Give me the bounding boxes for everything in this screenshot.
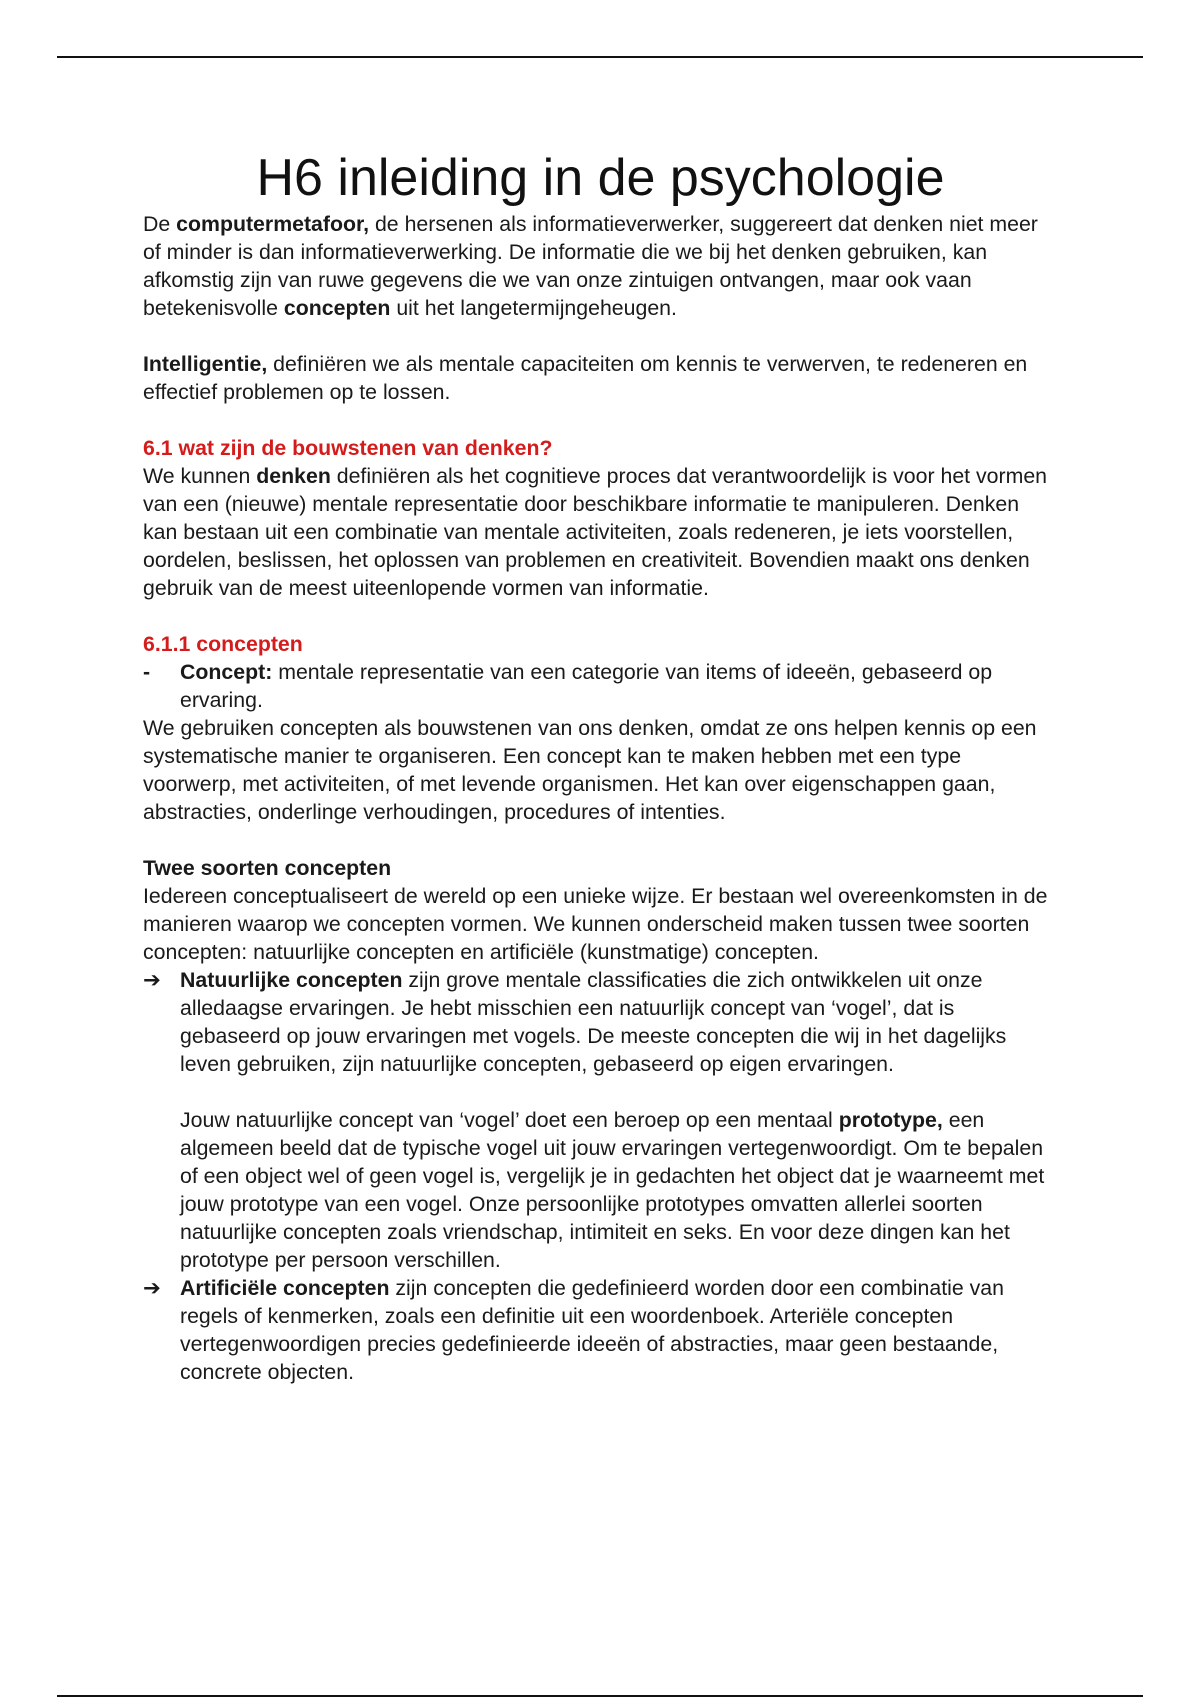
arrow-right-icon: ➔	[143, 968, 161, 992]
artificial-concepts-item: ➔ Artificiële concepten zijn concepten die gedefinieerd worden door een combinatie van regels of kenmerken, zoals een definitie uit een woordenboek. Arteriële concepten vertegenwoordigen precies gedefinieerde ideeën of abstracties, maar geen bestaande, concrete objecten.	[143, 1276, 1004, 1384]
page-title: H6 inleiding in de psychologie	[256, 149, 945, 207]
concepten-paragraph: We gebruiken concepten als bouwstenen van ons denken, omdat ze ons helpen kennis op een systematische manier te organiseren. Een concept kan te maken hebben met een type voorwerp, met activiteiten, of met levende organismen. Het kan over eigenschappen gaan, abstracties, onderlinge verhoudingen, procedures of intenties.	[143, 716, 1037, 824]
heading-6-1: 6.1 wat zijn de bouwstenen van denken?	[143, 436, 553, 460]
document-page	[143, 148, 1058, 1386]
term-artificiele-concepten: Artificiële concepten	[180, 1276, 390, 1300]
footer-rule	[57, 1695, 1143, 1697]
term-concepten: concepten	[283, 296, 391, 320]
intro-paragraph: De computermetafoor, de hersenen als informatieverwerker, suggereert dat denken niet meer of minder is dan informatieverwerking. De informatie die we bij het denken gebruiken, kan afkomstig zijn van ruwe gegevens die we van onze zintuigen ontvangen, maar ook vaan betekenisvolle concepten uit het langetermijngeheugen.	[143, 212, 1038, 320]
heading-6-1-1: 6.1.1 concepten	[143, 632, 303, 656]
dash-bullet: -	[143, 660, 151, 684]
term-prototype: prototype,	[838, 1108, 943, 1132]
header-rule	[57, 56, 1143, 58]
term-concept: Concept:	[180, 660, 273, 684]
term-intelligentie: Intelligentie,	[143, 352, 268, 376]
arrow-right-icon: ➔	[143, 1276, 161, 1300]
term-denken: denken	[256, 464, 331, 488]
twee-soorten-intro: Iedereen conceptualiseert de wereld op een unieke wijze. Er bestaan wel overeenkomsten in de manieren waarop we concepten vormen. We kunnen onderscheid maken tussen twee soorten concepten: natuurlijke concepten en artificiële (kunstmatige) concepten.	[143, 884, 1048, 964]
term-natuurlijke-concepten: Natuurlijke concepten	[180, 968, 403, 992]
concept-bullet: - Concept: mentale representatie van een categorie van items of ideeën, gebaseerd op ervaring.	[143, 660, 993, 712]
natural-concepts-item: ➔ Natuurlijke concepten zijn grove mentale classificaties die zich ontwikkelen uit onze alledaagse ervaringen. Je hebt misschien een natuurlijk concept van ‘vogel’, dat is gebaseerd op jouw ervaringen met vogels. De meeste concepten die wij in het dagelijks leven gebruiken, zijn natuurlijke concepten, gebaseerd op eigen ervaringen.	[143, 968, 1007, 1076]
intelligence-paragraph: Intelligentie, definiëren we als mentale capaciteiten om kennis te verwerven, te redeneren en effectief problemen op te lossen.	[143, 352, 1028, 404]
term-computermetafoor: computermetafoor,	[176, 212, 370, 236]
denken-paragraph: We kunnen denken definiëren als het cognitieve proces dat verantwoordelijk is voor het vormen van een (nieuwe) mentale representatie door beschikbare informatie te manipuleren. Denken kan bestaan uit een combinatie van mentale activiteiten, zoals redeneren, je iets voorstellen, oordelen, beslissen, het oplossen van problemen en creativiteit. Bovendien maakt ons denken gebruik van de meest uiteenlopende vormen van informatie.	[143, 464, 1048, 600]
heading-twee-soorten: Twee soorten concepten	[143, 856, 392, 880]
prototype-paragraph: Jouw natuurlijke concept van ‘vogel’ doet een beroep op een mentaal prototype, een algemeen beeld dat de typische vogel uit jouw ervaringen vertegenwoordigt. Om te bepalen of een object wel of geen vogel is, vergelijk je in gedachten het object dat je waarneemt met jouw prototype van een vogel. Onze persoonlijke prototypes omvatten allerlei soorten natuurlijke concepten zoals vriendschap, intimiteit en seks. En voor deze dingen kan het prototype per persoon verschillen.	[180, 1108, 1045, 1272]
